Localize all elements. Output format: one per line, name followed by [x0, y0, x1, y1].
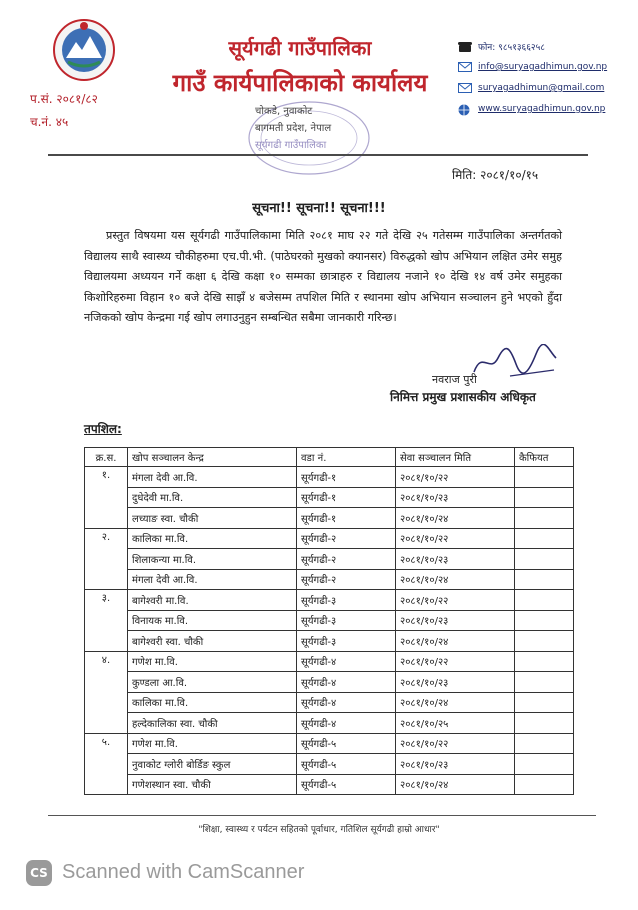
email-contact-1: [458, 62, 607, 72]
table-row: [85, 467, 574, 488]
header-center: खोप सञ्चालन केन्द्र: [128, 448, 297, 467]
center-cell: कुण्डला आ.वि.: [128, 672, 297, 693]
signer-title: निमित्त प्रमुख प्रशासकीय अधिकृत: [390, 390, 536, 404]
handwritten-signature: [470, 344, 560, 380]
signer-name: नवराज पुरी: [432, 373, 477, 386]
date-cell: २०८१/१०/२४: [396, 508, 515, 529]
website-contact: [458, 104, 605, 114]
center-cell: नुवाकोट ग्लोरी बोर्डिङ स्कुल: [128, 754, 297, 775]
ward-cell: सूर्यगढी-४: [297, 713, 396, 734]
table-row: [85, 713, 574, 734]
remarks-cell: [515, 590, 574, 611]
center-cell: कालिका मा.वि.: [128, 528, 297, 549]
date-cell: २०८१/१०/२३: [396, 610, 515, 631]
date-cell: २०८१/१०/२३: [396, 487, 515, 508]
header-sn: क्र.स.: [85, 448, 128, 467]
mail-icon: [458, 83, 472, 93]
center-cell: शिलाकन्या मा.वि.: [128, 549, 297, 570]
group-sn: १.: [85, 467, 128, 529]
date-cell: २०८१/१०/२३: [396, 754, 515, 775]
table-row: [85, 590, 574, 611]
ward-cell: सूर्यगढी-५: [297, 774, 396, 795]
table-row: [85, 651, 574, 672]
remarks-cell: [515, 692, 574, 713]
center-cell: गणेशस्थान स्वा. चौकी: [128, 774, 297, 795]
scanner-watermark-text: Scanned with CamScanner: [62, 861, 305, 883]
office-address: [255, 103, 331, 151]
stamp-text: सूर्यगढी गाउँपालिका: [255, 140, 327, 151]
date-cell: २०८१/१०/२२: [396, 733, 515, 754]
table-row: [85, 508, 574, 529]
remarks-cell: [515, 713, 574, 734]
table-row: [85, 487, 574, 508]
mail-icon: [458, 62, 472, 72]
reference-number: प.सं. २०८१/८२: [30, 92, 98, 106]
ward-cell: सूर्यगढी-१: [297, 467, 396, 488]
center-cell: बागेश्वरी स्वा. चौकी: [128, 631, 297, 652]
letter-date: मिति: २०८१/१०/१५: [452, 168, 539, 182]
date-cell: २०८१/१०/२३: [396, 549, 515, 570]
table-row: [85, 631, 574, 652]
center-cell: हल्देकालिका स्वा. चौकी: [128, 713, 297, 734]
municipality-name: सूर्यगढी गाउँपालिका: [228, 36, 372, 60]
office-name: गाउँ कार्यपालिकाको कार्यालय: [172, 69, 428, 97]
table-header-row: [85, 448, 574, 467]
ward-cell: सूर्यगढी-१: [297, 508, 396, 529]
remarks-cell: [515, 651, 574, 672]
ward-cell: सूर्यगढी-१: [297, 487, 396, 508]
ward-cell: सूर्यगढी-४: [297, 651, 396, 672]
table-row: [85, 692, 574, 713]
center-cell: बागेश्वरी मा.वि.: [128, 590, 297, 611]
table-row: [85, 610, 574, 631]
email-link-2[interactable]: suryagadhimun@gmail.com: [478, 83, 605, 93]
center-cell: विनायक मा.वि.: [128, 610, 297, 631]
ward-cell: सूर्यगढी-२: [297, 528, 396, 549]
ward-cell: सूर्यगढी-४: [297, 672, 396, 693]
ward-cell: सूर्यगढी-२: [297, 549, 396, 570]
center-cell: गणेश मा.वि.: [128, 651, 297, 672]
remarks-cell: [515, 569, 574, 590]
ward-cell: सूर्यगढी-४: [297, 692, 396, 713]
date-cell: २०८१/१०/२२: [396, 467, 515, 488]
group-sn: ३.: [85, 590, 128, 652]
remarks-cell: [515, 754, 574, 775]
ward-cell: सूर्यगढी-५: [297, 754, 396, 775]
remarks-cell: [515, 610, 574, 631]
center-cell: लच्याङ स्वा. चौकी: [128, 508, 297, 529]
center-cell: मंगला देवी आ.वि.: [128, 467, 297, 488]
remarks-cell: [515, 631, 574, 652]
header-ward: वडा नं.: [297, 448, 396, 467]
address-line-1: चोकडे, नुवाकोट: [255, 106, 313, 117]
ward-cell: सूर्यगढी-३: [297, 590, 396, 611]
phone-contact: [458, 40, 545, 53]
center-cell: मंगला देवी आ.वि.: [128, 569, 297, 590]
date-cell: २०८१/१०/२४: [396, 774, 515, 795]
notice-body: [84, 226, 562, 329]
table-row: [85, 569, 574, 590]
table-row: [85, 672, 574, 693]
remarks-cell: [515, 487, 574, 508]
table-row: [85, 549, 574, 570]
footer-divider: [48, 815, 596, 816]
phone-icon: [458, 42, 472, 52]
vaccination-schedule-table: [84, 447, 574, 795]
footer-slogan: "शिक्षा, स्वास्थ्य र पर्यटन सहितको पूर्वाधार, गतिशिल सूर्यगढी हाम्रो आधार": [198, 825, 440, 835]
remarks-cell: [515, 733, 574, 754]
date-cell: २०८१/१०/२२: [396, 651, 515, 672]
email-link-1[interactable]: info@suryagadhimun.gov.np: [478, 62, 608, 72]
remarks-cell: [515, 528, 574, 549]
camscanner-logo-icon: CS: [26, 860, 52, 886]
address-line-2: बागमती प्रदेश, नेपाल: [255, 123, 332, 134]
remarks-cell: [515, 549, 574, 570]
dispatch-number: च.नं. ४५: [30, 115, 69, 129]
globe-icon: [458, 104, 472, 114]
header-date: सेवा सञ्चालन मिति: [396, 448, 515, 467]
header-remarks: कैफियत: [515, 448, 574, 467]
notice-paragraph: प्रस्तुत विषयमा यस सूर्यगढी गाउँपालिकामा मिति २०८१ माघ २२ गते देखि २५ गतेसम्म गाउँपालिका अन्तर्गतको विद्यालय साथै स्वास्थ्य चौकीहरुमा एच.पी.भी. (पाठेघरको मुखको क्यानसर) विरुद्धको खोप अभियान लक्षित उमेर समुह विद्यालयमा अध्ययन गर्ने कक्षा ६ देखि कक्षा १० सम्मका छात्राहरु र विद्यालय नजाने १० देखि १४ वर्ष उमेर समुहका किशोरिहरुमा विहान १० बजे देखि साझँ ४ बजेसम्म तपशिल मिति र स्थानमा खोप अभियान सञ्चालन हुने भएको हुँदा नजिकको खोप केन्द्रमा गई खोप लगाउनुहुन सम्बन्धित सबैमा जानकारी गरिन्छ।: [84, 229, 562, 324]
ward-cell: सूर्यगढी-३: [297, 610, 396, 631]
table-row: [85, 774, 574, 795]
website-link[interactable]: www.suryagadhimun.gov.np: [478, 104, 606, 114]
table-row: [85, 528, 574, 549]
center-cell: गणेश मा.वि.: [128, 733, 297, 754]
date-cell: २०८१/१०/२२: [396, 590, 515, 611]
group-sn: ४.: [85, 651, 128, 733]
ward-cell: सूर्यगढी-५: [297, 733, 396, 754]
date-cell: २०८१/१०/२४: [396, 692, 515, 713]
remarks-cell: [515, 672, 574, 693]
group-sn: ५.: [85, 733, 128, 795]
table-row: [85, 754, 574, 775]
date-cell: २०८१/१०/२४: [396, 631, 515, 652]
remarks-cell: [515, 774, 574, 795]
email-contact-2: [458, 83, 604, 93]
header-divider: [48, 154, 588, 156]
schedule-label: तपशिल:: [84, 422, 122, 436]
ward-cell: सूर्यगढी-२: [297, 569, 396, 590]
notice-heading: सूचना!! सूचना!! सूचना!!!: [252, 201, 386, 216]
date-cell: २०८१/१०/२४: [396, 569, 515, 590]
center-cell: कालिका मा.वि.: [128, 692, 297, 713]
date-cell: २०८१/१०/२२: [396, 528, 515, 549]
date-cell: २०८१/१०/२५: [396, 713, 515, 734]
table-row: [85, 733, 574, 754]
remarks-cell: [515, 508, 574, 529]
remarks-cell: [515, 467, 574, 488]
ward-cell: सूर्यगढी-३: [297, 631, 396, 652]
group-sn: २.: [85, 528, 128, 590]
center-cell: दुधेदेवी मा.वि.: [128, 487, 297, 508]
phone-text: फोन: ९८५१३६६२५८: [478, 43, 545, 53]
date-cell: २०८१/१०/२३: [396, 672, 515, 693]
